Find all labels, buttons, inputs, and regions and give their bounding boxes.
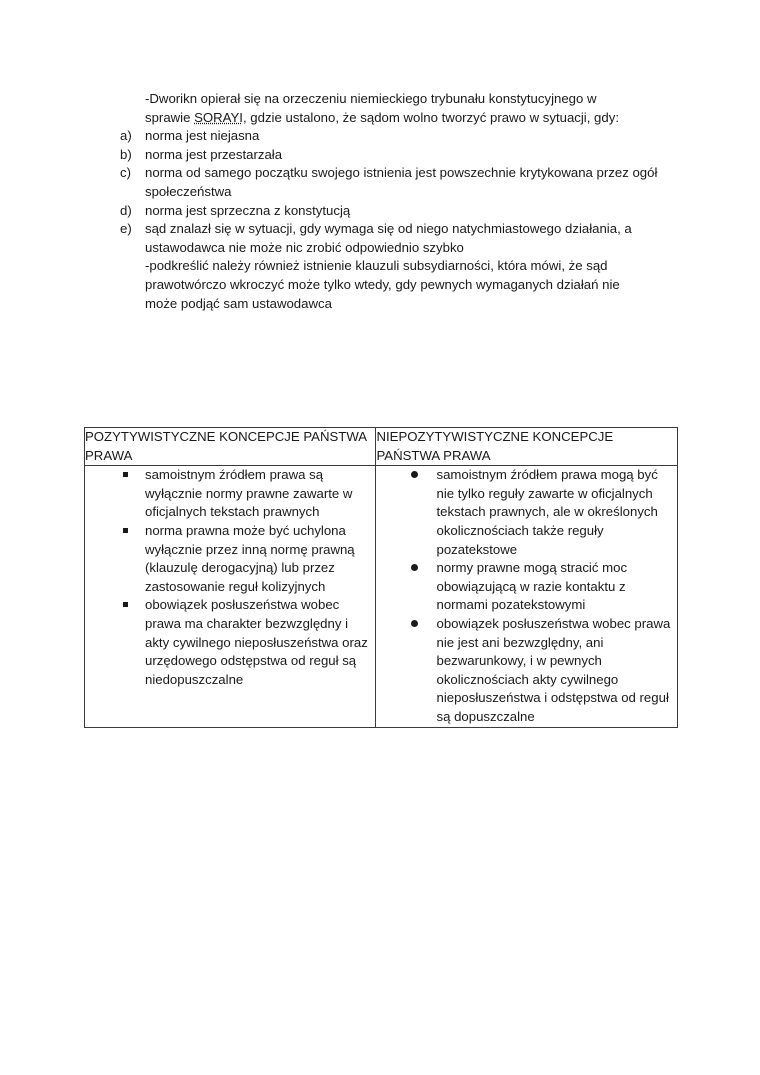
non-positivist-list: [376, 466, 677, 726]
round-bullet-icon: [411, 620, 418, 627]
intro-line-2-post: , gdzie ustalono, że sądom wolno tworzyć prawo w sytuacji, gdy:: [242, 109, 619, 125]
non-positivist-column: [376, 466, 678, 727]
list-item-text: norma jest przestarzała: [145, 146, 283, 162]
square-bullet-icon: [123, 528, 128, 533]
intro-line-2-pre: sprawie: [145, 109, 195, 125]
list-marker: c): [120, 165, 131, 181]
square-bullet-icon: [123, 472, 128, 477]
sorayi-term: SORAYI: [194, 109, 243, 125]
list-marker: e): [120, 221, 132, 237]
list-item-text: samoistnym źródłem prawa mogą być nie tylko reguły zawarte w oficjalnych tekstach prawnych, ale w określonych okolicznościach także reguły pozatekstowe: [436, 467, 658, 557]
list-item-text: obowiązek posłuszeństwa wobec prawa nie jest ani bezwzględny, ani bezwarunkowy, i w pewnych okolicznościach akty cywilnego nieposłuszeństwa i odstępstwa od reguł są dopuszczalne: [436, 615, 671, 724]
list-item: [85, 522, 375, 596]
list-item: [376, 466, 677, 559]
list-item: [376, 559, 677, 615]
list-item-text: norma jest sprzeczna z konstytucją: [145, 202, 351, 218]
list-item-text: norma prawna może być uchylona wyłącznie przez inną normę prawną (klauzulę derogacyjną) lub przez zastosowanie reguł kolizyjnych: [145, 522, 355, 594]
intro-paragraph: [145, 90, 665, 127]
note-text: -podkreślić należy również istnienie klauzuli subsydiarności, która mówi, że sąd prawotwórczo wkroczyć może tylko wtedy, gdy pewnych wymaganych działań nie może podjąć sam ustawodawca: [145, 258, 620, 311]
list-item-text: normy prawne mogą stracić moc obowiązującą w razie kontaktu z normami pozatekstowymi: [436, 560, 628, 613]
list-item-text: norma jest niejasna: [145, 128, 260, 144]
list-item: [120, 127, 660, 146]
table-body-row: [85, 466, 678, 727]
list-marker: a): [120, 128, 132, 144]
intro-line-2: [145, 109, 665, 128]
list-item-text: obowiązek posłuszeństwa wobec prawa ma charakter bezwzględny i akty cywilnego nieposłuszeństwa oraz urzędowego odstępstwa od reguł są niedopuszczalne: [145, 597, 368, 687]
conditions-list: [120, 127, 660, 257]
round-bullet-icon: [411, 564, 418, 571]
list-item-text: sąd znalazł się w sytuacji, gdy wymaga się od niego natychmiastowego działania, a ustawodawca nie może nic zrobić odpowiednio szybko: [145, 221, 632, 255]
list-item: [376, 615, 677, 727]
subsidiarity-note: [145, 257, 655, 313]
left-column-header: POZYTYWISTYCZNE KONCEPCJE PAŃSTWA PRAWA: [85, 428, 376, 466]
list-item: [120, 220, 660, 257]
intro-line-1: -Dworikn opierał się na orzeczeniu niemieckiego trybunału konstytucyjnego w: [145, 91, 597, 106]
list-marker: d): [120, 202, 132, 218]
positivist-list: [85, 466, 375, 689]
list-item: [85, 596, 375, 689]
list-item: [120, 164, 660, 201]
list-item-text: norma od samego początku swojego istnienia jest powszechnie krytykowana przez ogół społeczeństwa: [145, 165, 658, 199]
list-marker: b): [120, 146, 132, 162]
round-bullet-icon: [411, 471, 418, 478]
list-item-text: samoistnym źródłem prawa są wyłącznie normy prawne zawarte w oficjalnych tekstach prawnych: [145, 467, 353, 520]
list-item: [120, 202, 660, 221]
square-bullet-icon: [123, 602, 128, 607]
list-item: [85, 466, 375, 522]
list-item: [120, 146, 660, 165]
table-header-row: [85, 428, 678, 466]
positivist-column: [85, 466, 376, 727]
right-column-header: NIEPOZYTYWISTYCZNE KONCEPCJE PAŃSTWA PRAWA: [376, 428, 678, 466]
comparison-table: [84, 427, 678, 728]
